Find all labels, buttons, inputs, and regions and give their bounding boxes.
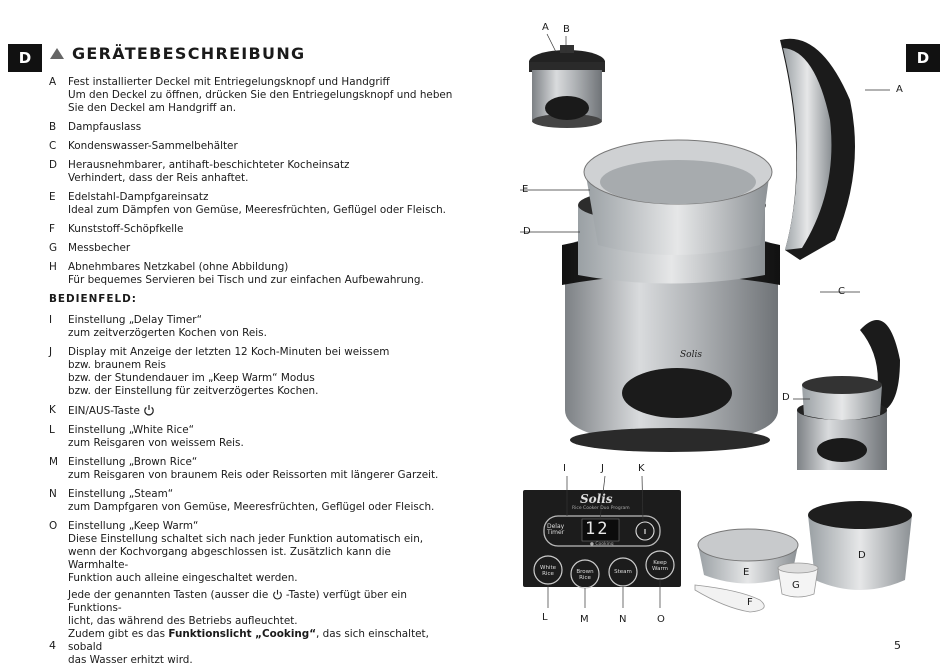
item-heading bbox=[68, 223, 454, 236]
item-heading bbox=[68, 242, 454, 255]
callout-k: K bbox=[638, 463, 645, 474]
item-description: Diese Einstellung schaltet sich nach jeder Funktion automatisch ein, wenn der Kochvorgang abgeschlossen ist. Zusätzlich kann die Warmhalte- Funktion auch alleine eingeschaltet werden. bbox=[68, 533, 424, 584]
item-heading bbox=[68, 424, 454, 437]
item-heading bbox=[68, 314, 454, 327]
item-heading bbox=[68, 140, 454, 153]
list-item bbox=[49, 520, 454, 667]
item-content bbox=[68, 424, 454, 450]
item-key: N bbox=[49, 488, 57, 500]
item-heading-text: Einstellung „Keep Warm“ bbox=[68, 520, 199, 532]
item-heading bbox=[68, 404, 454, 418]
small-cooker-open bbox=[797, 320, 900, 470]
accessory-spoon bbox=[695, 585, 764, 612]
item-heading bbox=[68, 520, 454, 533]
item-heading bbox=[68, 346, 454, 359]
item-heading-text: Edelstahl-Dampfgareinsatz bbox=[68, 191, 209, 203]
callout-e: E bbox=[743, 567, 750, 578]
item-heading-text: Einstellung „Steam“ bbox=[68, 488, 174, 500]
note-part: Jede der genannten Tasten (ausser die bbox=[68, 589, 272, 601]
item-content bbox=[68, 346, 454, 398]
item-extra-note bbox=[68, 589, 454, 667]
power-icon bbox=[641, 525, 649, 537]
item-key: D bbox=[49, 159, 58, 171]
item-description: Für bequemes Servieren bei Tisch und zur einfachen Aufbewahrung. bbox=[68, 274, 424, 286]
item-description: Verhindert, dass der Reis anhaftet. bbox=[68, 172, 249, 184]
item-heading-text: Fest installierter Deckel mit Entriegelungsknopf und Handgriff bbox=[68, 76, 390, 88]
item-heading-text: Herausnehmbarer, antihaft-beschichteter Kocheinsatz bbox=[68, 159, 350, 171]
keep-warm-button: Keep Warm bbox=[652, 560, 668, 572]
callout-d: D bbox=[782, 392, 790, 403]
product-figure bbox=[480, 0, 950, 670]
svg-text:Solis: Solis bbox=[680, 350, 702, 360]
delay-timer-label: Delay Timer bbox=[547, 523, 565, 536]
small-cooker-closed bbox=[529, 45, 605, 128]
page-number: 5 bbox=[894, 639, 901, 652]
item-heading-text: Dampfauslass bbox=[68, 121, 142, 133]
note-part: , das sich einschaltet, sobald das Wasser erhitzt wird. bbox=[68, 628, 429, 666]
power-icon bbox=[143, 404, 155, 416]
brown-rice-button: Brown Rice bbox=[576, 569, 594, 581]
section-heading bbox=[50, 44, 305, 63]
callout-i: I bbox=[563, 463, 566, 474]
item-heading bbox=[68, 456, 454, 469]
callout-m: M bbox=[580, 614, 589, 625]
item-content bbox=[68, 159, 454, 185]
item-heading bbox=[68, 76, 454, 89]
language-tab: D bbox=[906, 44, 940, 72]
list-item bbox=[49, 314, 454, 340]
callout-b: B bbox=[563, 24, 570, 35]
section-title: BEDIENFELD: bbox=[49, 293, 137, 305]
item-key: F bbox=[49, 223, 55, 235]
triangle-icon bbox=[50, 48, 64, 59]
item-description: Um den Deckel zu öffnen, drücken Sie den Entriegelungsknopf und heben Sie den Deckel am Handgriff an. bbox=[68, 89, 453, 114]
main-cooker-lid bbox=[780, 39, 855, 260]
cooking-light-label: ● Cooking bbox=[590, 542, 614, 547]
power-icon bbox=[272, 589, 283, 600]
steam-button: Steam bbox=[614, 569, 632, 575]
brand-logo: Solis bbox=[580, 492, 613, 506]
item-key: B bbox=[49, 121, 57, 133]
item-key: K bbox=[49, 404, 56, 416]
display-value: 12 bbox=[585, 519, 610, 539]
list-item bbox=[49, 121, 454, 134]
item-heading bbox=[68, 121, 454, 134]
accessory-inner-pot bbox=[808, 501, 912, 590]
item-key: I bbox=[49, 314, 53, 326]
item-heading-text: Einstellung „Delay Timer“ bbox=[68, 314, 202, 326]
item-content bbox=[68, 191, 454, 217]
list-item bbox=[49, 488, 454, 514]
note-part: -Taste) verfügt über ein Funktions- licht, das während des Betriebs aufleuchtet. Zudem gibt es das bbox=[68, 589, 407, 640]
item-heading-text: Einstellung „White Rice“ bbox=[68, 424, 194, 436]
item-content bbox=[68, 404, 454, 418]
item-key: O bbox=[49, 520, 58, 532]
page-number: 4 bbox=[49, 639, 56, 652]
item-content bbox=[68, 223, 454, 236]
item-content bbox=[68, 314, 454, 340]
item-content bbox=[68, 488, 454, 514]
item-key: J bbox=[49, 346, 53, 358]
item-description: zum Dampfgaren von Gemüse, Meeresfrüchten, Geflügel oder Fleisch. bbox=[68, 501, 435, 513]
list-item bbox=[49, 456, 454, 482]
item-heading-text: Kondenswasser-Sammelbehälter bbox=[68, 140, 238, 152]
callout-c: C bbox=[838, 286, 845, 297]
callout-n: N bbox=[619, 614, 627, 625]
item-description: Ideal zum Dämpfen von Gemüse, Meeresfrüchten, Geflügel oder Fleisch. bbox=[68, 204, 446, 216]
note-bold: Funktionslicht „Cooking“ bbox=[168, 628, 317, 640]
item-key: H bbox=[49, 261, 57, 273]
item-key: L bbox=[49, 424, 55, 436]
language-tab: D bbox=[8, 44, 42, 72]
list-item bbox=[49, 242, 454, 255]
panel-subtitle: Rice Cooker Duo Program bbox=[572, 506, 630, 511]
item-heading-text: Abnehmbares Netzkabel (ohne Abbildung) bbox=[68, 261, 289, 273]
item-key: E bbox=[49, 191, 56, 203]
item-description: bzw. braunem Reis bzw. der Stundendauer im „Keep Warm“ Modus bzw. der Einstellung für zeitverzögertes Kochen. bbox=[68, 359, 319, 397]
item-heading bbox=[68, 191, 454, 204]
item-key: A bbox=[49, 76, 57, 88]
item-heading bbox=[68, 261, 454, 274]
item-content bbox=[68, 76, 454, 115]
item-heading bbox=[68, 159, 454, 172]
list-item bbox=[49, 159, 454, 185]
list-item bbox=[49, 76, 454, 115]
list-item bbox=[49, 404, 454, 418]
item-heading-text: Messbecher bbox=[68, 242, 131, 254]
item-content bbox=[68, 261, 454, 287]
item-description: zum Reisgaren von weissem Reis. bbox=[68, 437, 244, 449]
callout-g: G bbox=[792, 580, 800, 591]
white-rice-button: White Rice bbox=[540, 565, 556, 577]
item-description: zum Reisgaren von braunem Reis oder Reissorten mit längerer Garzeit. bbox=[68, 469, 439, 481]
callout-d: D bbox=[523, 226, 531, 237]
item-content bbox=[68, 520, 454, 667]
callout-d: D bbox=[858, 550, 866, 561]
item-content bbox=[68, 242, 454, 255]
item-heading-text: Display bbox=[68, 346, 107, 358]
item-key: C bbox=[49, 140, 57, 152]
item-heading-text: Kunststoff-Schöpfkelle bbox=[68, 223, 184, 235]
item-content bbox=[68, 140, 454, 153]
item-heading-text: EIN/AUS-Taste bbox=[68, 405, 140, 417]
callout-a: A bbox=[896, 84, 903, 95]
callout-e: E bbox=[522, 184, 529, 195]
callout-a: A bbox=[542, 22, 549, 33]
list-item bbox=[49, 424, 454, 450]
list-item bbox=[49, 223, 454, 236]
steamer-basket bbox=[584, 140, 772, 255]
list-item bbox=[49, 140, 454, 153]
list-item bbox=[49, 191, 454, 217]
page-title: GERÄTEBESCHREIBUNG bbox=[72, 44, 306, 63]
item-description: zum zeitverzögerten Kochen von Reis. bbox=[68, 327, 267, 339]
callout-l: L bbox=[542, 612, 548, 623]
callout-f: F bbox=[747, 597, 753, 608]
item-key: M bbox=[49, 456, 58, 468]
item-heading-rest: mit Anzeige der letzten 12 Koch-Minuten bei weissem bbox=[106, 346, 390, 358]
item-content bbox=[68, 121, 454, 134]
description-list bbox=[49, 76, 454, 670]
callout-j: J bbox=[601, 463, 604, 474]
item-heading bbox=[68, 488, 454, 501]
callout-o: O bbox=[657, 614, 665, 625]
item-heading-text: Einstellung „Brown Rice“ bbox=[68, 456, 198, 468]
list-item bbox=[49, 346, 454, 398]
list-item bbox=[49, 261, 454, 287]
item-content bbox=[68, 456, 454, 482]
item-key: G bbox=[49, 242, 58, 254]
